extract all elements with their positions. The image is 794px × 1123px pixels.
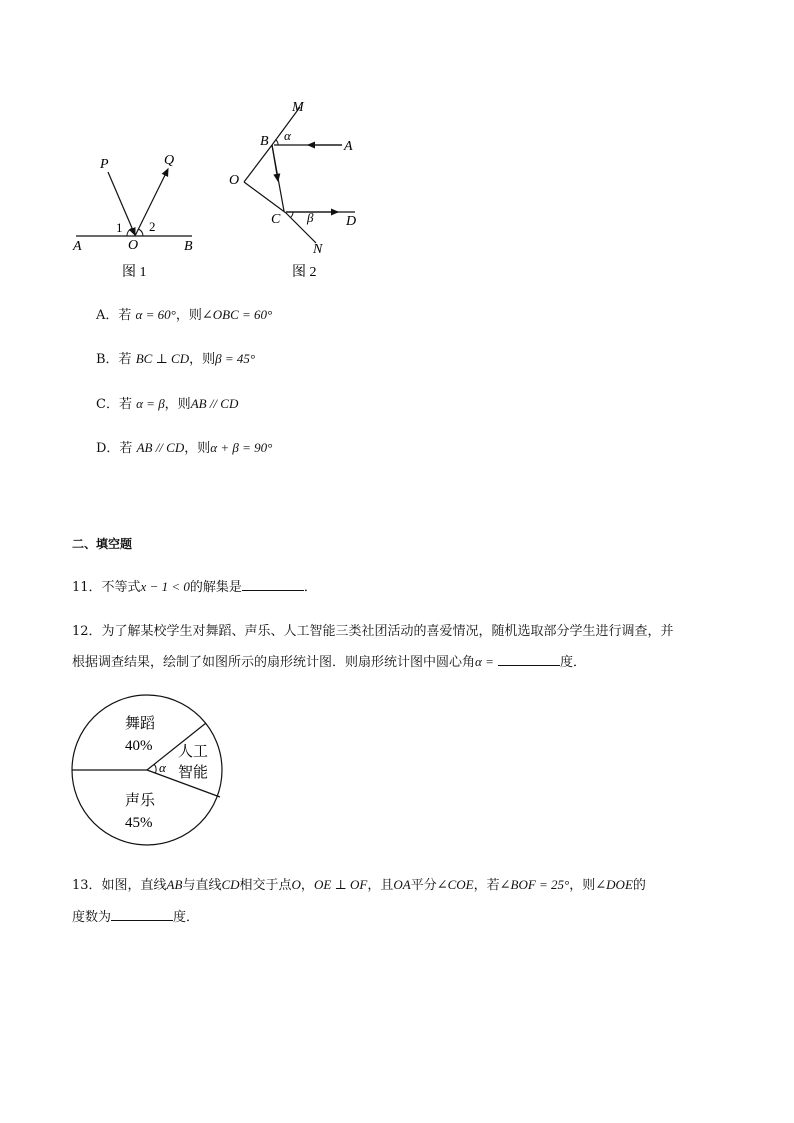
option-d-mid: ，则 — [184, 441, 211, 456]
q13-point-o: O — [291, 877, 301, 892]
label-p: P — [100, 157, 109, 172]
pie-pct-dance: 40% — [125, 738, 153, 754]
q12-answer-blank[interactable] — [498, 653, 560, 666]
option-c-condition: α = β — [136, 396, 165, 411]
q13-line2-suffix: 度． — [173, 910, 200, 925]
option-a-mid: ，则 — [175, 308, 202, 323]
q11-answer-blank[interactable] — [242, 578, 304, 591]
option-d — [96, 437, 272, 456]
q13-angle-doe: ∠DOE — [595, 877, 633, 892]
label-c: C — [271, 212, 281, 227]
q12-alpha-expr: α = — [475, 654, 494, 669]
segment-ob — [244, 145, 272, 182]
pie-label-dance: 舞蹈 — [125, 716, 156, 732]
pie-angle-arc — [154, 764, 156, 773]
option-d-prefix: D．若 — [96, 441, 137, 456]
label-b2: B — [260, 134, 269, 149]
q13-angle-coe: ∠COE — [436, 877, 474, 892]
q13-line2-prefix: 度数为 — [72, 910, 112, 925]
q12-line2-prefix: 根据调查结果，绘制了如图所示的扇形统计图．则扇形统计图中圆心角 — [72, 655, 476, 670]
option-b-conclusion: β = 45° — [215, 351, 256, 366]
q11-inequality: x − 1 < 0 — [140, 579, 190, 594]
option-a-condition: α = 60° — [135, 307, 176, 322]
label-d: D — [346, 214, 357, 229]
option-a — [96, 304, 272, 323]
option-c-prefix: C．若 — [96, 397, 137, 412]
pie-chart — [68, 690, 228, 850]
label-2: 2 — [149, 219, 156, 234]
label-1: 1 — [116, 220, 123, 235]
arrow-bc — [272, 145, 278, 181]
label-alpha: α — [284, 128, 291, 143]
option-a-prefix: A．若 — [96, 308, 136, 323]
label-a: A — [73, 239, 82, 254]
question-11 — [72, 576, 317, 595]
question-12-line-2 — [72, 651, 586, 670]
option-b-condition: BC ⊥ CD — [135, 351, 190, 366]
q13-angle-bof: ∠BOF = 25° — [499, 877, 570, 892]
option-b-prefix: B．若 — [96, 352, 136, 367]
option-c-conclusion: AB // CD — [190, 396, 239, 411]
q13-text-8: ，则 — [569, 878, 596, 893]
q13-text-7: ，若 — [473, 878, 500, 893]
angle-arc-beta — [291, 212, 293, 217]
option-b — [96, 348, 255, 367]
question-13-line-2 — [72, 906, 199, 925]
pie-label-vocal: 声乐 — [125, 793, 156, 809]
label-o: O — [128, 238, 139, 253]
q13-text-4: ， — [300, 878, 314, 893]
angle-arc-2 — [139, 229, 144, 236]
q13-line-cd: CD — [221, 877, 240, 892]
figure-1-diagram — [70, 145, 205, 285]
option-a-conclusion: ∠OBC = 60° — [201, 307, 273, 322]
option-d-conclusion: α + β = 90° — [210, 440, 273, 455]
q13-text-5: ，且 — [367, 878, 394, 893]
q13-text-2: 与直线 — [182, 878, 222, 893]
question-13-line-1 — [72, 874, 646, 893]
q13-text-6: 平分 — [410, 878, 437, 893]
angle-arc-alpha — [276, 140, 278, 145]
label-q: Q — [164, 153, 175, 168]
q13-answer-blank[interactable] — [111, 908, 173, 921]
q13-text-1: 13．如图，直线 — [72, 878, 167, 893]
figure-2-caption: 图 2 — [292, 265, 317, 280]
q13-line-ab: AB — [166, 877, 183, 892]
figure-2-diagram — [222, 95, 372, 285]
pie-pct-vocal: 45% — [125, 815, 153, 831]
label-b: B — [184, 239, 193, 254]
option-b-mid: ，则 — [189, 352, 216, 367]
option-c — [96, 393, 238, 412]
question-12-line-1: 12．为了解某校学生对舞蹈、声乐、人工智能三类社团活动的喜爱情况，随机选取部分学生进行调查，并 — [72, 624, 674, 639]
section-title: 二、填空题 — [72, 537, 133, 551]
angle-arc-1 — [127, 229, 132, 237]
q13-text-3: 相交于点 — [239, 878, 292, 893]
q11-end: ． — [303, 580, 317, 595]
label-o2: O — [229, 173, 240, 188]
pie-label-ai-2: 智能 — [178, 765, 209, 781]
label-m: M — [292, 100, 304, 115]
pie-label-ai-1: 人工 — [178, 744, 209, 760]
q11-suffix: 的解集是 — [189, 580, 242, 595]
q12-line2-suffix: 度． — [560, 655, 587, 670]
q13-ray-oa: OA — [393, 877, 411, 892]
q13-perp: OE ⊥ OF — [313, 877, 368, 892]
pie-angle-label: α — [159, 760, 166, 775]
q13-text-9: 的 — [632, 878, 646, 893]
figure-1-caption: 图 1 — [122, 265, 147, 280]
label-n: N — [313, 242, 323, 257]
option-d-condition: AB // CD — [136, 440, 185, 455]
q11-prefix: 11．不等式 — [72, 580, 141, 595]
label-beta: β — [307, 210, 314, 225]
option-c-mid: ，则 — [164, 397, 191, 412]
label-a2: A — [344, 139, 353, 154]
